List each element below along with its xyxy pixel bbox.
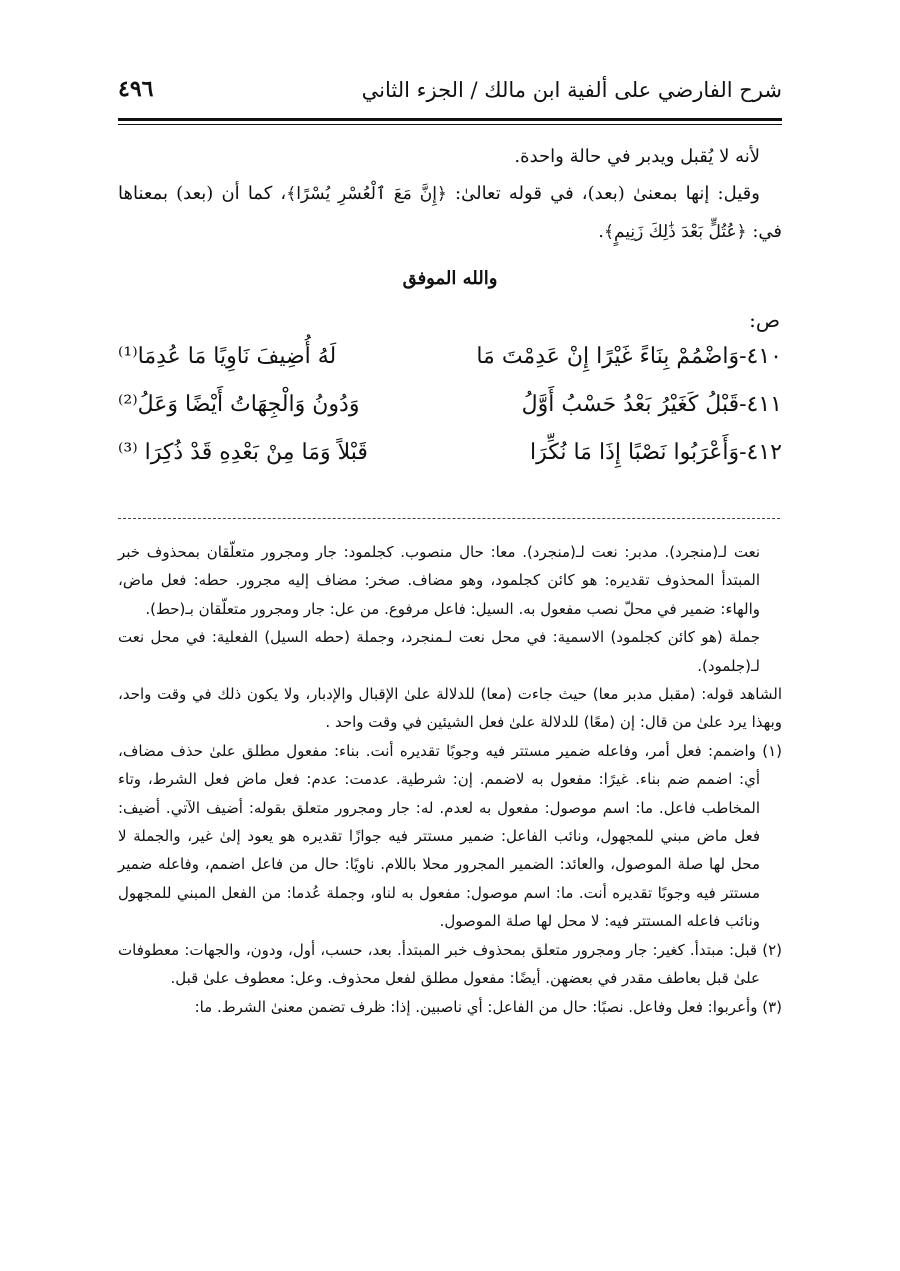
footnote-2: (٢) قبل: مبتدأ. كغير: جار ومجرور متعلق بمحذوف خبر المبتدأ. بعد، حسب، أول، ودون، والجهات: معطوفات علىٰ قبل بعاطف مقدر في بعضهن. أيضًا: مفعول مطلق لفعل محذوف. وعل: معطوف علىٰ قبل. (118, 940, 782, 988)
main-text (118, 138, 782, 251)
body-text-segment: ، كما أن (بعد) بمعناها في: (118, 183, 782, 242)
footnotes (118, 538, 782, 1021)
verse-411 (118, 392, 782, 440)
verse-410 (118, 344, 782, 392)
footnote-continuation: نعت لـ(منجرد). مدبر: نعت لـ(منجرد). معا: حال منصوب. كجلمود: جار ومجرور متعلّقان بمحذوف خبر المبتدأ المحذوف تقديره: هو كائن كجلمود، وهو مضاف. صخر: مضاف إليه مجرور. حطه: فعل ماض، والهاء: ضمير في محلّ نصب مفعول به. السيل: فاعل مرفوع. من عل: جار ومجرور متعلّقان بـ(حط). (118, 543, 760, 618)
running-title: شرح الفارضي على ألفية ابن مالك / الجزء الثاني (361, 78, 782, 102)
verse-first-hemistich: ٤١٢-وَأَعْرَبُوا نَصْبًا إِذَا مَا نُكِّرَا (529, 440, 782, 465)
verse-first-hemistich: ٤١٠-وَاضْمُمْ بِنَاءً غَيْرًا إِنْ عَدِمْتَ مَا (476, 344, 782, 369)
quran-quote-1: ﴿إِنَّ مَعَ ٱلْعُسْرِ يُسْرًا﴾ (286, 184, 447, 204)
footnote-3: (٣) وأعربوا: فعل وفاعل. نصبًا: حال من الفاعل: أي ناصبين. إذا: ظرف تضمن معنىٰ الشرط. ما: (194, 997, 782, 1016)
footnote-continuation: جملة (هو كائن كجلمود) الاسمية: في محل نعت لـمنجرد، وجملة (حطه السيل) الفعلية: في محل نعت لـ(جلمود). (118, 628, 760, 675)
page-number: ٤٩٦ (118, 76, 154, 102)
verse-second-hemistich: وَدُونُ وَالْجِهَاتُ أَيْضًا وَعَلُ⁽²⁾ (118, 392, 360, 417)
body-text-segment: . (598, 221, 604, 242)
verse-412 (118, 440, 782, 488)
footnote-1: (١) واضمم: فعل أمر، وفاعله ضمير مستتر فيه وجوبًا تقديره أنت. بناء: مفعول مطلق علىٰ حذف مضاف، أي: اضمم ضم بناء. غيرًا: مفعول به لاضمم. إن: شرطية. عدمت: عدم: فعل ماض فعل الشرط، وتاء المخاطب فاعل. ما: اسم موصول: مفعول به لعدم. له: جار ومجرور متعلق بقوله: أضيف الآتي. أضيف: فعل ماض مبني للمجهول، ونائب الفاعل: ضمير مستتر فيه جوازًا تقديره هو يعود إلىٰ غير، والجملة لا محل لها صلة الموصول، والعائد: الضمير المجرور محلا باللام. ناويًا: حال من فاعل اضمم، وفاعله ضمير مستتر فيه وجوبًا تقديره أنت. ما: اسم موصول: مفعول به لناو، وجملة عُدما: من الفعل المبني للمجهول ونائب فاعله المستتر فيه: لا محل لها صلة الموصول. (118, 741, 782, 931)
text-marker-label: ص: (749, 308, 780, 332)
page-header (118, 72, 782, 112)
poem-verses (118, 344, 782, 488)
verse-second-hemistich: قَبْلاً وَمَا مِنْ بَعْدِهِ قَدْ ذُكِرَا ⁽³⁾ (118, 440, 368, 465)
body-text-segment: وقيل: إنها بمعنىٰ (بعد)، في قوله تعالىٰ: (446, 183, 760, 204)
body-line-1: لأنه لا يُقبل ويدبر في حالة واحدة. (514, 146, 760, 167)
verse-first-hemistich: ٤١١-قَبْلُ كَغَيْرُ بَعْدُ حَسْبُ أَوَّلُ (521, 392, 782, 417)
closing-phrase: والله الموفق (402, 268, 498, 289)
footnote-evidence: الشاهد قوله: (مقبل مدبر معا) حيث جاءت (معا) للدلالة علىٰ الإقبال والإدبار، ولا يكون ذلك في وقت واحد، وبهذا يرد علىٰ من قال: إن (معًا) للدلالة علىٰ فعل الشيئين في وقت واحد . (118, 685, 782, 732)
quran-quote-2: ﴿عُتُلٍّ بَعْدَ ذَٰلِكَ زَنِيمٍ﴾ (603, 222, 747, 242)
header-rule-thick (118, 118, 782, 121)
header-rule-thin (118, 124, 782, 125)
body-paragraph-2 (118, 175, 782, 251)
verse-second-hemistich: لَهُ أُضِيفَ نَاوِيًا مَا عُدِمَا⁽¹⁾ (118, 344, 337, 369)
footnote-divider (118, 518, 780, 519)
